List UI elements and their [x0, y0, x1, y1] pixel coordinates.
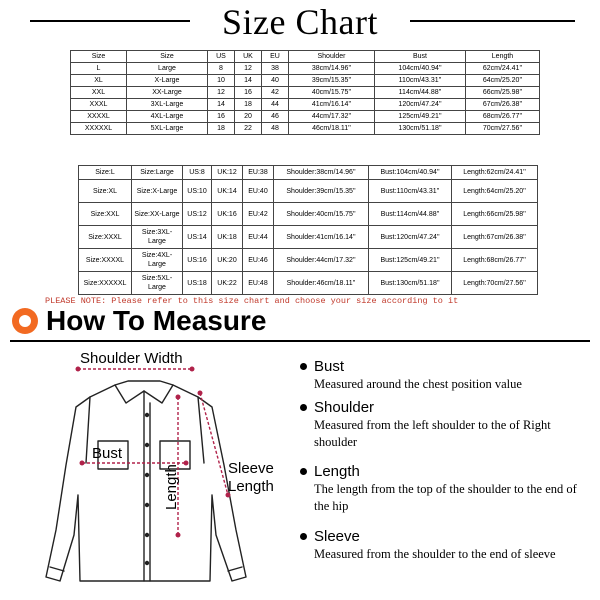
table-cell: 104cm/40.94''	[375, 63, 466, 75]
table-cell: EU:46	[243, 249, 274, 272]
table-cell: 16	[208, 111, 235, 123]
size-chart-table	[70, 50, 540, 135]
header-cell: Length	[466, 51, 540, 63]
table-cell: 16	[235, 87, 262, 99]
table-cell: Shoulder:44cm/17.32''	[274, 249, 369, 272]
table-cell: Bust:125cm/49.21''	[369, 249, 452, 272]
table-cell: Length:68cm/26.77''	[452, 249, 538, 272]
table-cell: Bust:110cm/43.31''	[369, 180, 452, 203]
table-cell: US:12	[183, 203, 212, 226]
bullet-icon	[300, 533, 307, 540]
table-cell: 44cm/17.32''	[289, 111, 375, 123]
table-row	[71, 87, 540, 99]
measure-item-title: Sleeve	[314, 528, 360, 545]
header-cell: Bust	[375, 51, 466, 63]
table-cell: 18	[208, 123, 235, 135]
table-cell: Bust:130cm/51.18''	[369, 272, 452, 295]
table-cell: 46	[262, 111, 289, 123]
table-cell: 67cm/26.38''	[466, 99, 540, 111]
page-title: Size Chart	[222, 2, 378, 42]
table-row	[79, 180, 538, 203]
table-cell: 12	[235, 63, 262, 75]
table-cell: 38	[262, 63, 289, 75]
length-label: Length	[163, 464, 180, 510]
table-cell: Shoulder:41cm/16.14''	[274, 226, 369, 249]
table-cell: Shoulder:40cm/15.75''	[274, 203, 369, 226]
table-cell: EU:48	[243, 272, 274, 295]
table-cell: Size:5XL-Large	[132, 272, 183, 295]
table-cell: Length:67cm/26.38''	[452, 226, 538, 249]
table-cell: 10	[208, 75, 235, 87]
measure-item-desc: The length from the top of the shoulder to the end of the hip	[314, 482, 577, 513]
table-cell: Size:XXXXXL	[79, 272, 132, 295]
header-cell: UK	[235, 51, 262, 63]
table-cell: 44	[262, 99, 289, 111]
table-cell: US:18	[183, 272, 212, 295]
title-rule-right	[410, 20, 575, 22]
table-cell: Size:XL	[79, 180, 132, 203]
table-cell: 4XL-Large	[127, 111, 208, 123]
table-cell: 125cm/49.21''	[375, 111, 466, 123]
header-cell: US	[208, 51, 235, 63]
table-cell: UK:16	[212, 203, 243, 226]
bust-label: Bust	[92, 445, 123, 462]
table-row	[71, 99, 540, 111]
table-cell: 46cm/18.11''	[289, 123, 375, 135]
table-cell: Size:L	[79, 166, 132, 180]
table-cell: 41cm/16.14''	[289, 99, 375, 111]
shoulder-width-label: Shoulder Width	[80, 350, 183, 367]
table-cell: US:14	[183, 226, 212, 249]
table-cell: Size:XXXXL	[79, 249, 132, 272]
table-cell: EU:40	[243, 180, 274, 203]
table-cell: Length:70cm/27.56''	[452, 272, 538, 295]
table-cell: 40cm/15.75''	[289, 87, 375, 99]
header-cell: Shoulder	[289, 51, 375, 63]
size-note: PLEASE NOTE: Please refer to this size chart and choose your size according to it	[45, 296, 459, 306]
table-cell: 42	[262, 87, 289, 99]
table-cell: 48	[262, 123, 289, 135]
table-cell: 120cm/47.24''	[375, 99, 466, 111]
measure-item-title: Bust	[314, 358, 345, 375]
table-cell: 8	[208, 63, 235, 75]
table-row	[71, 111, 540, 123]
table-cell: Bust:120cm/47.24''	[369, 226, 452, 249]
table-cell: XXXXXL	[71, 123, 127, 135]
header-cell: Size	[127, 51, 208, 63]
table-cell: L	[71, 63, 127, 75]
table-cell: 18	[235, 99, 262, 111]
table-cell: Bust:114cm/44.88''	[369, 203, 452, 226]
table-cell: XXXL	[71, 99, 127, 111]
measure-item-title: Shoulder	[314, 399, 375, 416]
table-cell: Large	[127, 63, 208, 75]
table-cell: Bust:104cm/40.94''	[369, 166, 452, 180]
table-cell: Size:X-Large	[132, 180, 183, 203]
table-cell: X-Large	[127, 75, 208, 87]
table-row	[71, 123, 540, 135]
table-cell: Size:3XL-Large	[132, 226, 183, 249]
table-cell: Size:XXXL	[79, 226, 132, 249]
table-cell: 38cm/14.96''	[289, 63, 375, 75]
table-cell: XL	[71, 75, 127, 87]
bullet-icon	[300, 468, 307, 475]
table-cell: 70cm/27.56''	[466, 123, 540, 135]
table-cell: Size:Large	[132, 166, 183, 180]
table-header-row	[71, 51, 540, 63]
sleeve-label-line2: Length	[228, 478, 274, 495]
size-detail-table	[78, 165, 538, 295]
table-cell: 5XL-Large	[127, 123, 208, 135]
table-cell: 12	[208, 87, 235, 99]
table-cell: US:10	[183, 180, 212, 203]
table-cell: 3XL-Large	[127, 99, 208, 111]
table-cell: US:16	[183, 249, 212, 272]
table-cell: Length:64cm/25.20''	[452, 180, 538, 203]
table-row	[79, 272, 538, 295]
table-cell: Length:66cm/25.98''	[452, 203, 538, 226]
table-cell: Shoulder:46cm/18.11''	[274, 272, 369, 295]
table-cell: 14	[235, 75, 262, 87]
table-cell: XXL	[71, 87, 127, 99]
table-cell: 110cm/43.31''	[375, 75, 466, 87]
table-cell: 62cm/24.41''	[466, 63, 540, 75]
table-cell: 40	[262, 75, 289, 87]
table-cell: EU:44	[243, 226, 274, 249]
section-divider	[10, 340, 590, 342]
sleeve-label-line1: Sleeve	[228, 460, 274, 477]
table-cell: EU:42	[243, 203, 274, 226]
table-cell: EU:38	[243, 166, 274, 180]
table-row	[79, 226, 538, 249]
measure-item-desc: Measured from the left shoulder to the of Right shoulder	[314, 418, 551, 449]
table-cell: 114cm/44.88''	[375, 87, 466, 99]
table-cell: 20	[235, 111, 262, 123]
table-cell: UK:12	[212, 166, 243, 180]
table-cell: Size:4XL-Large	[132, 249, 183, 272]
table-cell: 39cm/15.35''	[289, 75, 375, 87]
table-row	[71, 75, 540, 87]
bullet-icon	[300, 363, 307, 370]
table-cell: UK:14	[212, 180, 243, 203]
table-row	[79, 249, 538, 272]
table-row	[71, 63, 540, 75]
table-cell: 66cm/25.98''	[466, 87, 540, 99]
table-cell: XXXXL	[71, 111, 127, 123]
measure-item-title: Length	[314, 463, 360, 480]
table-row	[79, 203, 538, 226]
table-cell: UK:22	[212, 272, 243, 295]
table-cell: Size:XX-Large	[132, 203, 183, 226]
table-cell: 14	[208, 99, 235, 111]
header-cell: EU	[262, 51, 289, 63]
how-to-measure-title: How To Measure	[46, 305, 267, 336]
header-cell: Size	[71, 51, 127, 63]
table-cell: Shoulder:38cm/14.96''	[274, 166, 369, 180]
measure-item-desc: Measured from the shoulder to the end of sleeve	[314, 547, 556, 561]
table-cell: UK:18	[212, 226, 243, 249]
table-cell: 68cm/26.77''	[466, 111, 540, 123]
table-row	[79, 166, 538, 180]
table-cell: Size:XXL	[79, 203, 132, 226]
bullet-icon	[300, 404, 307, 411]
table-cell: 22	[235, 123, 262, 135]
table-cell: Length:62cm/24.41''	[452, 166, 538, 180]
ring-bullet-icon	[12, 308, 38, 334]
table-cell: US:8	[183, 166, 212, 180]
table-cell: UK:20	[212, 249, 243, 272]
table-cell: 64cm/25.20''	[466, 75, 540, 87]
table-cell: Shoulder:39cm/15.35''	[274, 180, 369, 203]
table-cell: 130cm/51.18''	[375, 123, 466, 135]
table-cell: XX-Large	[127, 87, 208, 99]
measure-item-desc: Measured around the chest position value	[314, 377, 522, 391]
